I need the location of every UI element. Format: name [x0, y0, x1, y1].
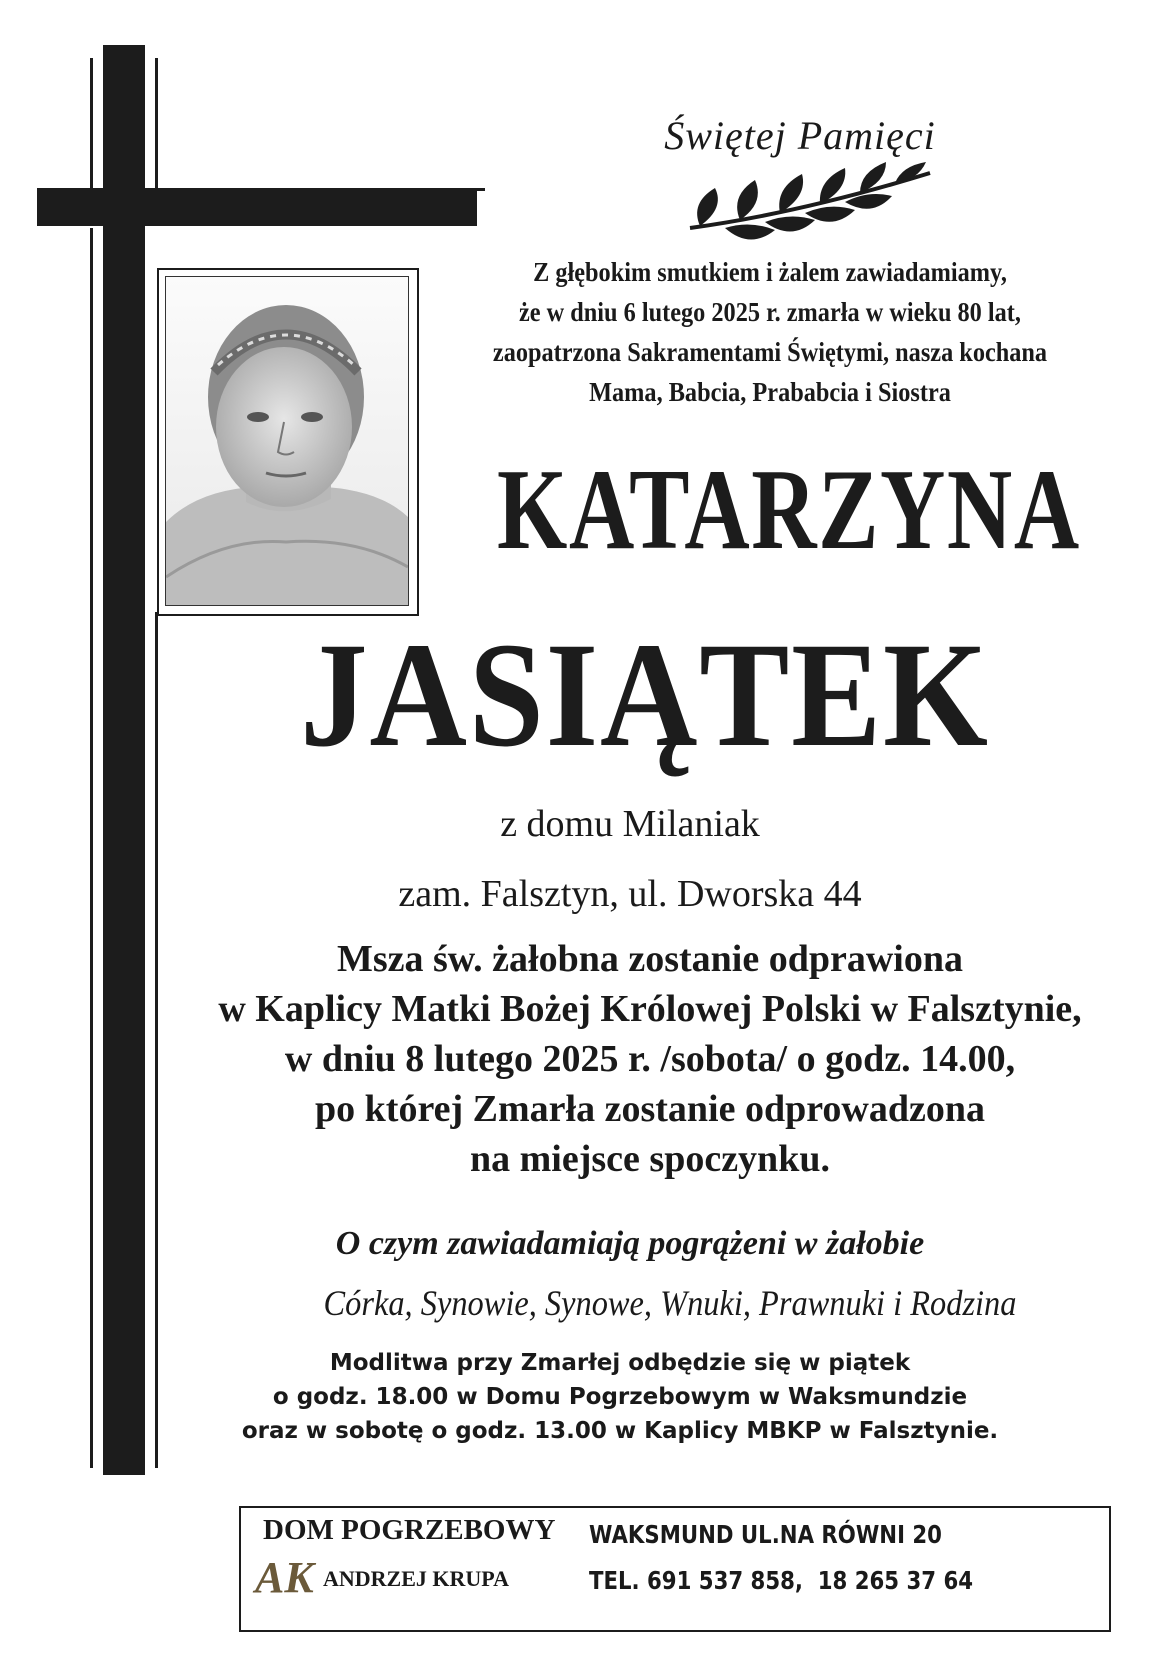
- cross-outline-line: [155, 188, 485, 191]
- cross-outline-line: [90, 58, 93, 190]
- announcement-line: że w dniu 6 lutego 2025 r. zmarła w wieku 80 lat,: [519, 297, 1021, 327]
- funeral-home-owner: ANDRZEJ KRUPA: [323, 1566, 509, 1591]
- maiden-name: z domu Milaniak: [500, 803, 760, 845]
- funeral-home-name: DOM POGRZEBOWY: [263, 1514, 556, 1546]
- funeral-home-phone: TEL. 691 537 858, 18 265 37 64: [589, 1566, 974, 1595]
- deceased-last-name: JASIĄTEK: [300, 612, 990, 778]
- mass-line: w Kaplicy Matki Bożej Królowej Polski w Falsztynie,: [218, 988, 1082, 1030]
- cross-outline-line: [90, 188, 106, 191]
- funeral-home-logo: AK: [255, 1553, 314, 1602]
- prayer-announcement: [170, 1346, 1070, 1448]
- prayer-line: o godz. 18.00 w Domu Pogrzebowym w Waksmundzie: [272, 1384, 968, 1410]
- prayer-line: Modlitwa przy Zmarłej odbędzie się w piątek: [329, 1350, 911, 1376]
- cross-vertical-beam: [103, 45, 145, 1475]
- portrait-photo-frame: [157, 268, 419, 616]
- announcement-line: Z głębokim smutkiem i żalem zawiadamiamy,: [533, 257, 1007, 287]
- cross-horizontal-beam: [37, 188, 477, 226]
- mass-line: w dniu 8 lutego 2025 r. /sobota/ o godz. 14.00,: [284, 1038, 1016, 1080]
- mass-line: Msza św. żałobna zostanie odprawiona: [337, 938, 963, 980]
- olive-branch-icon: [680, 158, 940, 248]
- funeral-home-address: WAKSMUND UL.NA RÓWNI 20: [589, 1520, 942, 1549]
- announcement-line: zaopatrzona Sakramentami Świętymi, nasza kochana: [492, 337, 1048, 367]
- mass-announcement: [150, 934, 1150, 1184]
- announcement-line: Mama, Babcia, Prababcia i Siostra: [589, 377, 951, 407]
- mourners-family: Córka, Synowie, Synowe, Wnuki, Prawnuki i Rodzina: [323, 1283, 1017, 1323]
- residence-address: zam. Falsztyn, ul. Dworska 44: [398, 873, 862, 915]
- mass-line: na miejsce spoczynku.: [470, 1138, 830, 1180]
- cross-outline-line: [155, 58, 158, 190]
- in-memory-heading: Świętej Pamięci: [664, 113, 936, 158]
- mourners-intro: O czym zawiadamiają pogrążeni w żałobie: [335, 1225, 925, 1262]
- announcement-text: [437, 252, 1103, 412]
- portrait-silhouette: [166, 277, 408, 605]
- mass-line: po której Zmarła zostanie odprowadzona: [315, 1088, 985, 1130]
- prayer-line: oraz w sobotę o godz. 13.00 w Kaplicy MBKP w Falsztynie.: [241, 1418, 999, 1444]
- funeral-home-box: [239, 1506, 1111, 1632]
- cross-outline-line: [90, 228, 93, 1468]
- portrait-photo: [165, 276, 409, 606]
- deceased-first-name: KATARZYNA: [497, 446, 1081, 574]
